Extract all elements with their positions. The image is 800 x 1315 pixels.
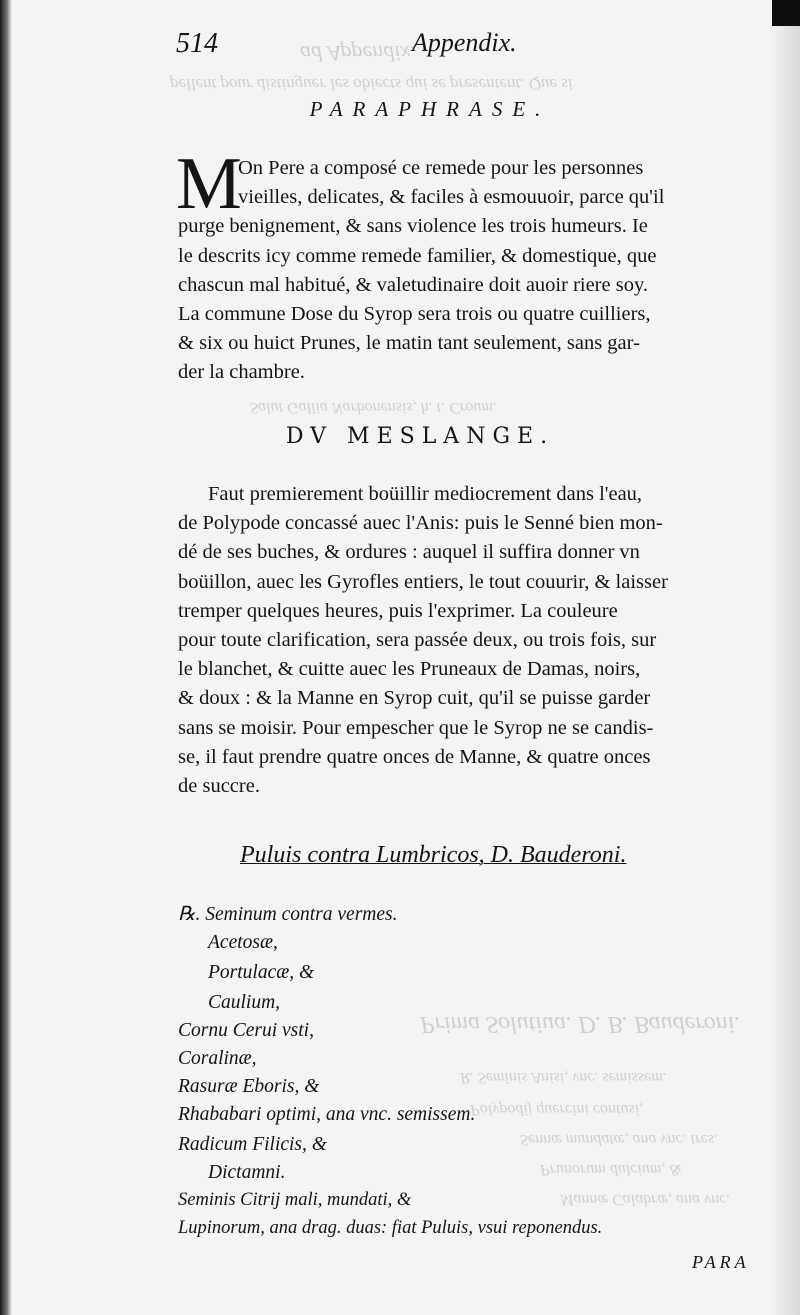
running-title: Appendix.: [412, 28, 517, 57]
bleed-through-line: R. Seminis Anisi, vnc. semissem.: [460, 1069, 667, 1086]
meslange-paragraph: [178, 480, 778, 801]
recipe-item: Lupinorum, ana drag. duas: fiat Puluis, vsui reponendus.: [178, 1218, 603, 1238]
recipe-item: Cornu Cerui vsti,: [178, 1020, 314, 1041]
text-line: On Pere a composé ce remede pour les personnes: [238, 157, 644, 179]
text-line: Faut premierement boüillir mediocrement dans l'eau,: [208, 483, 643, 505]
text-line: de succre.: [178, 775, 260, 798]
drop-cap: M: [176, 143, 242, 225]
section-title-paraphrase: PARAPHRASE.: [309, 97, 551, 121]
page-gutter-shadow: [0, 0, 12, 1315]
recipe-item: Coralinæ,: [178, 1048, 257, 1069]
bleed-through-line: pellent pour distinguer les obiects qui se presentent. Que si: [170, 75, 573, 94]
bleed-through-line: Prima Solutiua. D. B. Bauderoni.: [420, 1011, 741, 1037]
bleed-through-line: Polypodij quercini contusi,: [470, 1101, 644, 1118]
text-line: chascun mal habitué, & valetudinaire doit auoir riere soy.: [178, 273, 649, 296]
bleed-through-line: ad Appendix.: [300, 41, 416, 66]
text-line: tremper quelques heures, puis l'exprimer. La couleure: [178, 599, 618, 622]
running-head: [176, 24, 776, 68]
text-line: sans se moisir. Pour empescher que le Syrop ne se candis-: [178, 716, 654, 739]
bleed-through-line: Mannæ Calabræ, ana vnc.: [560, 1191, 731, 1208]
text-line: dé de ses buches, & ordures : auquel il suffira donner vn: [178, 541, 640, 564]
text-line: vieilles, delicates, & faciles à esmouuoir, parce qu'il: [238, 186, 665, 209]
text-line: de Polypode concassé auec l'Anis: puis le Senné bien mon-: [178, 512, 663, 535]
text-line: der la chambre.: [178, 361, 305, 384]
page-number: 514: [176, 28, 218, 59]
recipe-item: Rasuræ Eboris, &: [178, 1076, 320, 1097]
recipe-item: Seminis Citrij mali, mundati, &: [178, 1190, 412, 1210]
text-line: & doux : & la Manne en Syrop cuit, qu'il se puisse garder: [178, 687, 651, 710]
recipe-item: Rhababari optimi, ana vnc. semissem.: [178, 1104, 476, 1125]
recipe-item: Radicum Filicis, &: [178, 1134, 327, 1155]
bleed-through-line: Salut Gallia Narbonensis, h. t. Croum.: [250, 399, 497, 416]
paraphrase-paragraph: [178, 154, 778, 388]
text-line: & six ou huict Prunes, le matin tant seulement, sans gar-: [178, 332, 640, 355]
text-line: purge benignement, & sans violence les trois humeurs. Ie: [178, 215, 648, 238]
text-line: La commune Dose du Syrop sera trois ou quatre cuilliers,: [178, 303, 651, 326]
text-line: boüillon, auec les Gyrofles entiers, le tout couurir, & laisser: [178, 570, 668, 593]
text-line: pour toute clarification, sera passée deux, ou trois fois, sur: [178, 629, 657, 652]
section-title-meslange: DV MESLANGE.: [285, 424, 555, 449]
recipe-item: Portulacæ, &: [208, 962, 315, 983]
remedy-title: Puluis contra Lumbricos, D. Bauderoni.: [240, 842, 627, 868]
recipe-item: ℞. Seminum contra vermes.: [178, 904, 398, 925]
recipe-item: Dictamni.: [208, 1162, 286, 1183]
bleed-through-line: Prunorum dulcium, &: [540, 1161, 682, 1178]
recipe-item: Caulium,: [208, 992, 281, 1013]
scan-corner: [772, 0, 800, 26]
text-line: le descrits icy comme remede familier, & domestique, que: [178, 244, 657, 267]
text-line: se, il faut prendre quatre onces de Manne, & quatre onces: [178, 745, 651, 768]
text-line: le blanchet, & cuitte auec les Pruneaux de Damas, noirs,: [178, 658, 641, 681]
catchword: PARA: [692, 1252, 750, 1272]
bleed-through-line: Sennæ mundatæ, ana vnc. tres.: [520, 1131, 719, 1148]
recipe-item: Acetosæ,: [208, 932, 278, 953]
